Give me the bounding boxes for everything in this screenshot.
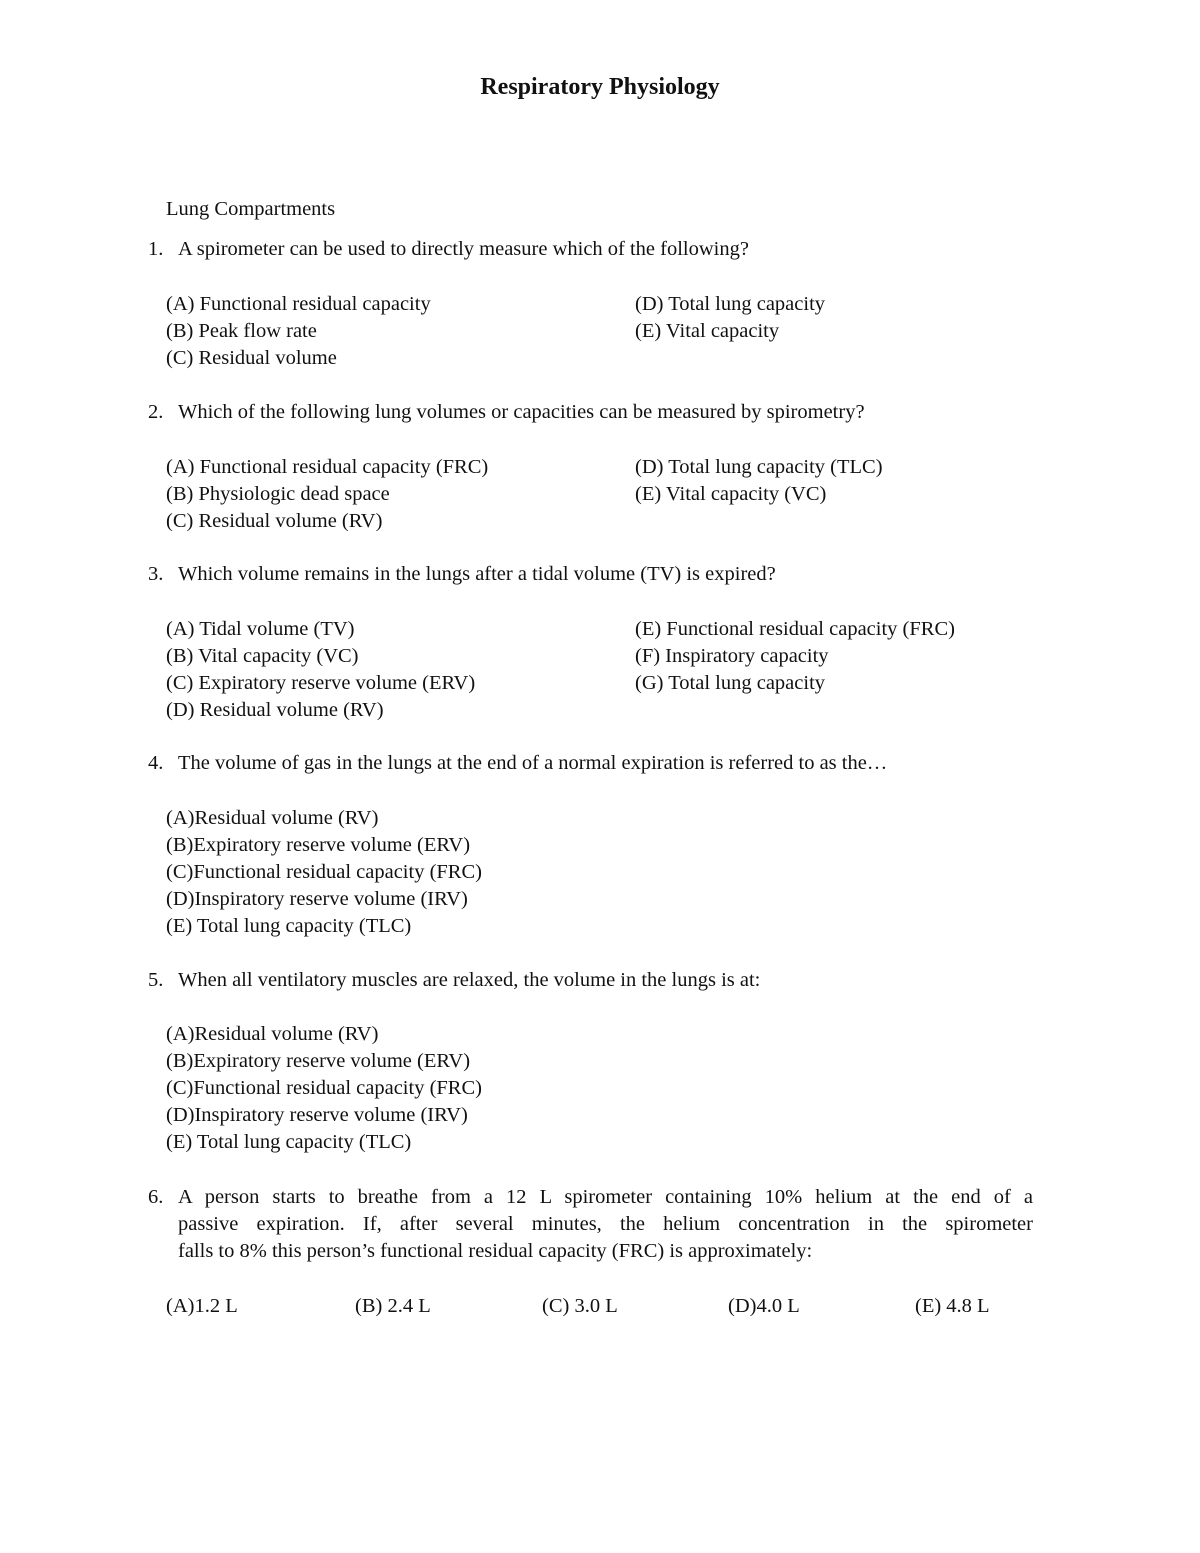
answer-option: (D)4.0 L	[728, 1295, 800, 1317]
answer-option: (D) Residual volume (RV)	[166, 699, 384, 721]
page-title: Respiratory Physiology	[480, 74, 720, 100]
answer-option: (B)Expiratory reserve volume (ERV)	[166, 834, 471, 856]
question-number: 2.	[148, 401, 164, 423]
question-text: Which of the following lung volumes or capacities can be measured by spirometry?	[178, 401, 865, 423]
answer-option: (B) Peak flow rate	[166, 320, 317, 342]
question-number: 1.	[148, 238, 164, 260]
answer-option: (F) Inspiratory capacity	[635, 645, 829, 667]
answer-option: (D)Inspiratory reserve volume (IRV)	[166, 1104, 468, 1126]
answer-option: (E) 4.8 L	[915, 1295, 990, 1317]
answer-option: (A) Functional residual capacity	[166, 293, 431, 315]
answer-option: (A)Residual volume (RV)	[166, 1023, 379, 1045]
answer-option: (A)Residual volume (RV)	[166, 807, 379, 829]
answer-option: (C)Functional residual capacity (FRC)	[166, 861, 482, 883]
answer-option: (E) Total lung capacity (TLC)	[166, 1131, 412, 1153]
question-text: falls to 8% this person’s functional residual capacity (FRC) is approximately:	[178, 1240, 813, 1262]
answer-option: (D) Total lung capacity (TLC)	[635, 456, 883, 478]
answer-option: (B)Expiratory reserve volume (ERV)	[166, 1050, 471, 1072]
answer-option: (D) Total lung capacity	[635, 293, 826, 315]
answer-option: (A) Functional residual capacity (FRC)	[166, 456, 489, 478]
question-number: 6.	[148, 1186, 164, 1208]
question-text: A person starts to breathe from a 12 L spirometer containing 10% helium at the end of a	[178, 1186, 1033, 1208]
question-number: 4.	[148, 752, 164, 774]
question-text: When all ventilatory muscles are relaxed, the volume in the lungs is at:	[178, 969, 761, 991]
answer-option: (E) Functional residual capacity (FRC)	[635, 618, 955, 640]
question-number: 3.	[148, 563, 164, 585]
answer-option: (C) Residual volume	[166, 347, 337, 369]
answer-option: (E) Total lung capacity (TLC)	[166, 915, 412, 937]
answer-option: (A) Tidal volume (TV)	[166, 618, 355, 640]
answer-option: (B) Vital capacity (VC)	[166, 645, 359, 667]
answer-option: (C) 3.0 L	[542, 1295, 618, 1317]
question-text: A spirometer can be used to directly measure which of the following?	[178, 238, 749, 260]
answer-option: (C) Residual volume (RV)	[166, 510, 383, 532]
answer-option: (B) 2.4 L	[355, 1295, 431, 1317]
answer-option: (D)Inspiratory reserve volume (IRV)	[166, 888, 468, 910]
answer-option: (E) Vital capacity (VC)	[635, 483, 827, 505]
answer-option: (A)1.2 L	[166, 1295, 238, 1317]
answer-option: (G) Total lung capacity	[635, 672, 826, 694]
answer-option: (E) Vital capacity	[635, 320, 780, 342]
answer-option: (C)Functional residual capacity (FRC)	[166, 1077, 482, 1099]
question-number: 5.	[148, 969, 164, 991]
question-text: passive expiration. If, after several minutes, the helium concentration in the spirometer	[178, 1213, 1033, 1235]
question-text: Which volume remains in the lungs after a tidal volume (TV) is expired?	[178, 563, 776, 585]
section-heading: Lung Compartments	[166, 198, 336, 220]
answer-option: (C) Expiratory reserve volume (ERV)	[166, 672, 476, 694]
answer-option: (B) Physiologic dead space	[166, 483, 390, 505]
question-text: The volume of gas in the lungs at the end of a normal expiration is referred to as the…	[178, 752, 888, 774]
